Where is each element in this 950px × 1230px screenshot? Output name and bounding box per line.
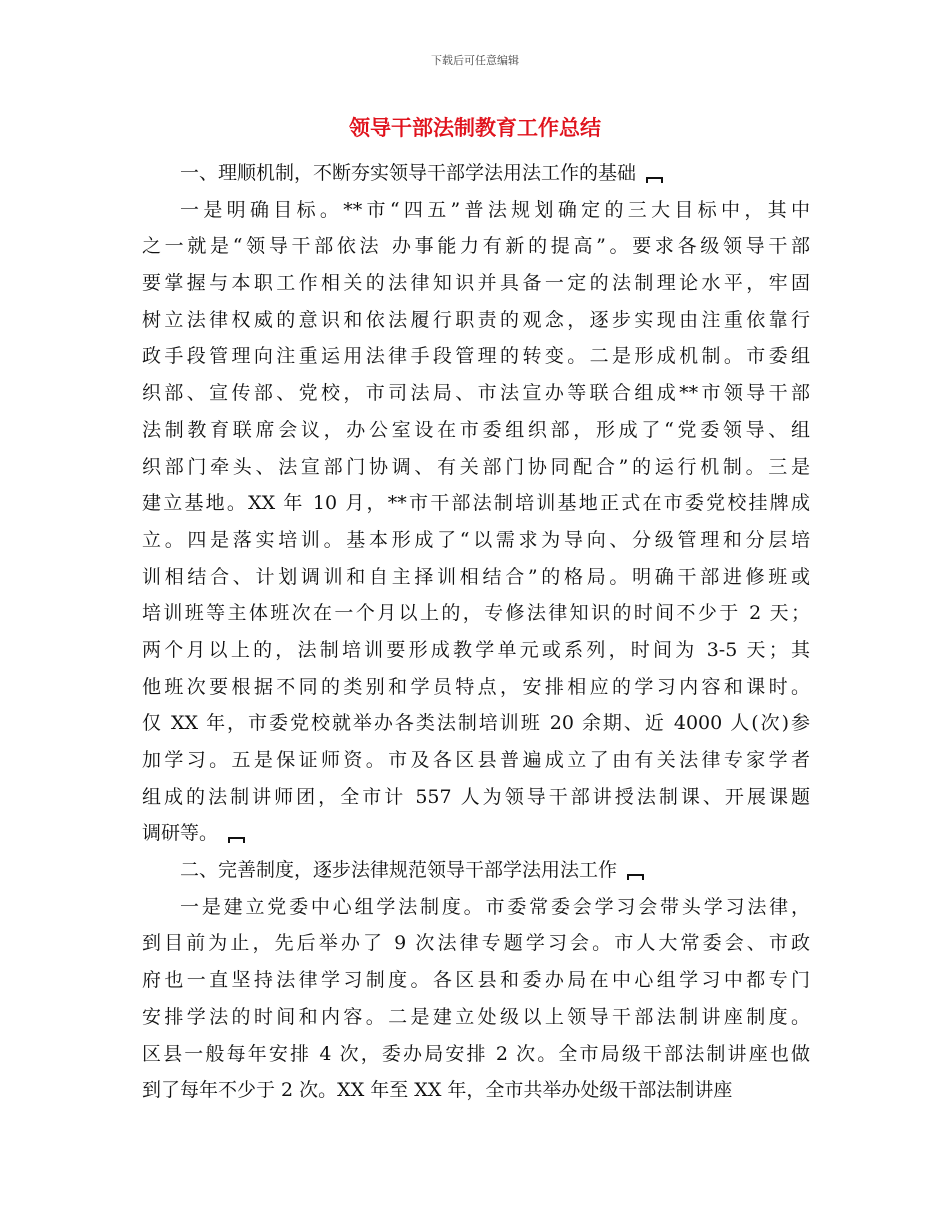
document-body (142, 155, 810, 1109)
text-line (142, 338, 810, 375)
text-line (142, 265, 810, 302)
line-text: 法制教育联席会议，办公室设在市委组织部，形成了“党委领导、组 (142, 418, 810, 441)
line-text: 到目前为止，先后举办了 9 次法律专题学习会。市人大常委会、市政 (142, 932, 810, 955)
line-text: 区县一般每年安排 4 次，委办局安排 2 次。全市局级干部法制讲座也做 (142, 1042, 810, 1065)
text-line (142, 1072, 810, 1109)
text-line (142, 742, 810, 779)
line-text: 政手段管理向注重运用法律手段管理的转变。二是形成机制。市委组 (142, 345, 810, 368)
text-line (142, 522, 810, 559)
text-line (142, 595, 810, 632)
text-line (142, 559, 810, 596)
text-line (142, 925, 810, 962)
header-note: 下载后可任意编辑 (431, 54, 519, 67)
line-text: 培训班等主体班次在一个月以上的，专修法律知识的时间不少于 2 天； (142, 602, 810, 625)
text-line (142, 485, 810, 522)
line-text: 调研等。 (142, 822, 219, 845)
text-line (142, 228, 810, 265)
line-text: 之一就是“领导干部依法 办事能力有新的提高”。要求各级领导干部 (142, 235, 810, 258)
line-text: 仅 XX 年，市委党校就举办各类法制培训班 20 余期、近 4000 人(次)参 (142, 712, 810, 735)
line-text: 组成的法制讲师团，全市计 557 人为领导干部讲授法制课、开展课题 (142, 785, 810, 808)
line-text: 到了每年不少于 2 次。XX 年至 XX 年，全市共举办处级干部法制讲座 (142, 1079, 733, 1102)
text-line (142, 705, 810, 742)
line-text: 加学习。五是保证师资。市及各区县普遍成立了由有关法律专家学者 (142, 749, 810, 771)
text-line (142, 889, 810, 926)
line-text: 府也一直坚持法律学习制度。各区县和委办局在中心组学习中都专门 (142, 969, 810, 992)
text-line (142, 999, 810, 1036)
line-text: 安排学法的时间和内容。二是建立处级以上领导干部法制讲座制度。 (142, 1005, 810, 1028)
line-text: 训相结合、计划调训和自主择训相结合”的格局。明确干部进修班或 (142, 565, 810, 588)
text-line (142, 815, 810, 852)
text-line (142, 375, 810, 412)
line-text: 一是明确目标。**市“四五”普法规划确定的三大目标中，其中 (180, 198, 810, 221)
text-line (142, 962, 810, 999)
text-line (142, 192, 810, 229)
line-text: 立。四是落实培训。基本形成了“以需求为导向、分级管理和分层培 (142, 528, 810, 551)
line-text: 他班次要根据不同的类别和学员特点，安排相应的学习内容和课时。 (142, 675, 810, 698)
line-text: 树立法律权威的意识和依法履行职责的观念，逐步实现由注重依靠行 (142, 308, 810, 331)
paragraph-mark-icon (646, 177, 663, 183)
text-line (142, 302, 810, 339)
text-line (142, 155, 810, 192)
paragraph-mark-icon (627, 874, 644, 880)
line-text: 织部、宣传部、党校，市司法局、市法宣办等联合组成**市领导干部 (142, 382, 810, 405)
paragraph-mark-icon (228, 837, 245, 843)
line-text: 要掌握与本职工作相关的法律知识并具备一定的法制理论水平，牢固 (142, 272, 810, 295)
text-line (142, 1036, 810, 1073)
text-line (142, 412, 810, 449)
line-text: 建立基地。XX 年 10 月，**市干部法制培训基地正式在市委党校挂牌成 (142, 492, 810, 515)
text-line (142, 632, 810, 669)
text-line (142, 669, 810, 706)
document-title: 领导干部法制教育工作总结 (349, 115, 601, 140)
line-text: 两个月以上的，法制培训要形成教学单元或系列，时间为 3-5 天；其 (142, 638, 810, 661)
text-line (142, 449, 810, 486)
line-text: 一是建立党委中心组学法制度。市委常委会学习会带头学习法律， (180, 895, 810, 918)
line-text: 二、完善制度，逐步法律规范领导干部学法用法工作 (180, 859, 618, 882)
line-text: 织部门牵头、法宣部门协调、有关部门协同配合”的运行机制。三是 (142, 455, 810, 478)
text-line (142, 779, 810, 816)
text-line (142, 852, 810, 889)
line-text: 一、理顺机制，不断夯实领导干部学法用法工作的基础 (180, 162, 637, 184)
